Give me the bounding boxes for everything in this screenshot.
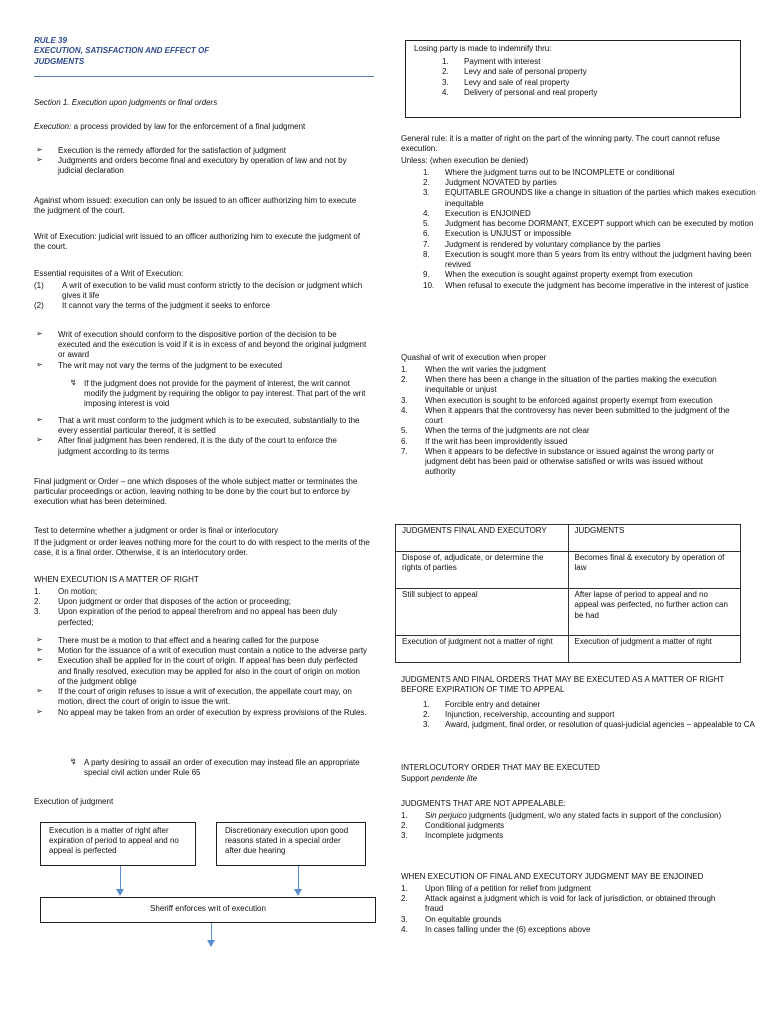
list-item: 1. Payment with interest — [442, 57, 541, 67]
table-cell: Still subject to appeal — [396, 589, 569, 636]
test-body: If the judgment or order leaves nothing more for the court to do with respect to the merits of the case, it is a final order. Otherwise, it is an interlocutory order. — [34, 538, 370, 558]
bullet-list-conform — [34, 416, 368, 457]
table-row — [396, 552, 741, 589]
matter-of-right-list — [34, 587, 368, 628]
unless-heading: Unless: (when execution be denied) — [401, 156, 529, 165]
flow-arrow-line — [298, 866, 299, 890]
table-cell: Execution of judgment a matter of right — [568, 636, 741, 663]
test-title: Test to determine whether a judgment or order is final or interlocutory — [34, 526, 279, 535]
list-item: 4. In cases falling under the (6) exceptions above — [401, 924, 591, 934]
list-item: 1. Where the judgment turns out to be INCOMPLETE or conditional — [423, 168, 675, 177]
final-judgment-definition: Final judgment or Order – one which disposes of the whole subject matter or terminates the particular proceedings or action, leaving nothing to be done by the court but to enforce by execution what has been determined. — [34, 477, 358, 507]
table-cell: After lapse of period to appeal and no appeal was perfected, no further action can be had — [568, 589, 741, 636]
list-item: 7. Judgment is rendered by voluntary compliance by the parties — [423, 239, 661, 249]
writ-definition: Writ of Execution: judicial writ issued to an officer authorizing him to execute the judgment of the court. — [34, 232, 361, 252]
list-item: 3. Award, judgment, final order, or resolution of quasi-judicial agencies – appealable to CA — [423, 720, 755, 730]
quashal-title: Quashal of writ of execution when proper — [401, 353, 547, 362]
list-item: (2) It cannot vary the terms of the judgment it seeks to enforce — [34, 301, 271, 311]
flow-box-discretionary: Discretionary execution upon good reasons stated in a special order after due hearing — [216, 822, 366, 866]
list-item: ↯ If the judgment does not provide for the payment of interest, the writ cannot modify the judgment by requiring the obligor to pay interest. That part of the writ imposing interest is void — [58, 379, 370, 410]
enjoined-title: WHEN EXECUTION OF FINAL AND EXECUTORY JUDGMENT MAY BE ENJOINED — [401, 872, 704, 881]
execution-definition — [34, 122, 374, 132]
list-item: ➢ Motion for the issuance of a writ of execution must contain a notice to the adverse party — [34, 646, 368, 656]
table-row — [396, 636, 741, 663]
list-item: ➢ If the court of origin refuses to issue a writ of execution, the appellate court may, on motion, direct the court of origin to issue the writ. — [34, 687, 368, 707]
list-item: ➢ Execution shall be applied for in the court of origin. If appeal has been duly perfected and finally resolved, execution may be applied for also in the court of origin on motion of the judgment oblige — [34, 656, 368, 687]
flow-arrow-line — [120, 866, 121, 890]
table-cell: Becomes final & executory by operation of law — [568, 552, 741, 589]
matter-of-right-title: WHEN EXECUTION IS A MATTER OF RIGHT — [34, 575, 199, 584]
flow-arrow-head — [207, 940, 215, 947]
list-item: ➢ There must be a motion to that effect and a hearing called for the purpose — [34, 636, 368, 646]
list-item: 1. Forcible entry and detainer — [423, 700, 541, 709]
execution-of-judgment-label: Execution of judgment — [34, 797, 114, 806]
indemnify-list — [414, 57, 732, 98]
execution-term: Execution: — [34, 122, 72, 131]
list-item: 6. If the writ has been improvidently issued — [401, 436, 568, 446]
sub-bullet-rule65 — [58, 758, 370, 778]
section-heading: Section 1. Execution upon judgments or final orders — [34, 98, 218, 107]
list-item: ➢ Execution is the remedy afforded for the satisfaction of judgment — [34, 146, 364, 156]
list-item: 10. When refusal to execute the judgment has become imperative in the interest of justice — [423, 280, 749, 290]
enjoined-list — [401, 884, 735, 935]
list-item: 4. Delivery of personal and real property — [442, 87, 598, 97]
before-expiration-title: JUDGMENTS AND FINAL ORDERS THAT MAY BE EXECUTED AS A MATTER OF RIGHT BEFORE EXPIRATION OF TIME TO APPEAL — [401, 675, 725, 695]
list-item: 2. When there has been a change in the situation of the parties making the execution inequitable or unjust — [401, 375, 717, 395]
indemnify-box — [405, 40, 741, 118]
not-appealable-list — [401, 811, 733, 842]
rule-header — [34, 36, 209, 67]
rule-title-line1: EXECUTION, SATISFACTION AND EFFECT OF — [34, 46, 210, 56]
list-item: 8. Execution is sought more than 5 years from its entry without the judgment having been revived — [423, 249, 752, 270]
list-item: 3. On equitable grounds — [401, 914, 502, 924]
table-row — [396, 589, 741, 636]
flow-box-sheriff: Sheriff enforces writ of execution — [40, 897, 376, 923]
general-rule: General rule: it is a matter of right on the part of the winning party. The court cannot refuse execution. — [401, 134, 720, 154]
list-item: ➢ The writ may not vary the terms of the judgment to be executed — [34, 361, 368, 371]
comparison-table — [395, 524, 741, 663]
rule-number: RULE 39 — [34, 36, 67, 45]
table-cell: Execution of judgment not a matter of right — [396, 636, 569, 663]
unless-list — [395, 168, 768, 291]
list-item: 7. When it appears to be defective in substance or issued against the wrong party or judgment debt has been paid or otherwise satisfied or writs was issued without authority — [401, 446, 715, 477]
against-whom: Against whom issued: execution can only be issued to an officer authorizing him to execute the judgment of the court. — [34, 196, 357, 216]
table-header-row — [396, 525, 741, 552]
bullet-list-writ — [34, 330, 368, 371]
list-item: 2. Injunction, receivership, accounting and support — [423, 710, 615, 720]
not-appealable-title: JUDGMENTS THAT ARE NOT APPEALABLE: — [401, 799, 566, 808]
list-item: 3. Upon expiration of the period to appeal therefrom and no appeal has been duly perfected; — [34, 607, 338, 627]
table-cell: Dispose of, adjudicate, or determine the rights of parties — [396, 552, 569, 589]
list-item: ↯ A party desiring to assail an order of execution may instead file an appropriate special civil action under Rule 65 — [58, 758, 370, 778]
list-item: 4. When it appears that the controversy has never been submitted to the judgment of the court — [401, 405, 730, 426]
flow-arrow-line — [211, 923, 212, 941]
list-item: 3. When execution is sought to be enforced against property exempt from execution — [401, 395, 713, 405]
flow-box-matter-of-right: Execution is a matter of right after expiration of period to appeal and no appeal is perfected — [40, 822, 196, 866]
list-item: 2. Upon judgment or order that disposes of the action or proceeding; — [34, 597, 292, 607]
rule-title-line2: JUDGMENTS — [34, 56, 85, 66]
bullet-list-remedy — [34, 146, 364, 177]
list-item: 5. Judgment has become DORMANT, EXCEPT support which can be executed by motion — [423, 219, 754, 229]
list-item: ➢ After final judgment has been rendered, it is the duty of the court to enforce the judgment according to its terms — [34, 436, 368, 456]
list-item: 2. Attack against a judgment which is void for lack of jurisdiction, or obtained through fraud — [401, 894, 716, 914]
requisites-title: Essential requisites of a Writ of Execution: — [34, 269, 184, 278]
list-item: ➢ Judgments and orders become final and executory by operation of law and not by judicial declaration — [34, 156, 364, 176]
indemnify-title: Losing party is made to indemnify thru: — [414, 44, 552, 53]
list-item: 3. Incomplete judgments — [401, 831, 504, 841]
list-item: ➢ Writ of execution should conform to the dispositive portion of the decision to be executed and the execution is void if it is in excess of and beyond the original judgment or award — [34, 330, 368, 361]
interlocutory-support: Support pendente lite — [401, 774, 478, 783]
list-item: 9. When the execution is sought against property exempt from execution — [423, 270, 693, 280]
list-item: 3. EQUITABLE GROUNDS like a change in situation of the parties which makes execution inequitable — [423, 188, 756, 208]
list-item: 2. Levy and sale of personal property — [442, 67, 587, 77]
interlocutory-title: INTERLOCUTORY ORDER THAT MAY BE EXECUTED — [401, 763, 600, 772]
list-item: ➢ That a writ must conform to the judgment which is to be executed, substantially to the every essential particular thereof, it is settled — [34, 416, 368, 436]
flow-arrow-head — [116, 889, 124, 896]
list-item: 2. Judgment NOVATED by parties — [423, 178, 557, 188]
requisites-list — [34, 281, 364, 312]
list-item: 2. Conditional judgments — [401, 821, 505, 831]
sub-bullet-interest — [58, 379, 370, 410]
list-item: 4. Execution is ENJOINED — [423, 208, 531, 218]
list-item: 1. When the writ varies the judgment — [401, 365, 546, 374]
list-item: 1. Upon filing of a petition for relief from judgment — [401, 884, 591, 893]
before-expiration-list — [395, 700, 768, 731]
list-item: ➢ No appeal may be taken from an order of execution by express provisions of the Rules. — [34, 708, 368, 718]
list-item: 5. When the terms of the judgments are not clear — [401, 426, 590, 436]
table-header-cell: JUDGMENTS FINAL AND EXECUTORY — [396, 525, 569, 552]
quashal-list — [401, 365, 731, 478]
bullet-list-motion — [34, 636, 368, 718]
execution-def: a process provided by law for the enforcement of a final judgment — [71, 122, 306, 131]
list-item: 6. Execution is UNJUST or impossible — [423, 229, 572, 239]
list-item: 1. Sin perjuico judgments (judgment, w/o any stated facts in support of the conclusion) — [401, 811, 722, 820]
table-header-cell: JUDGMENTS — [568, 525, 741, 552]
flow-arrow-head — [294, 889, 302, 896]
list-item: 1. On motion; — [34, 587, 98, 596]
header-divider — [34, 76, 374, 77]
list-item: (1) A writ of execution to be valid must conform strictly to the decision or judgment which gives it life — [34, 281, 363, 301]
list-item: 3. Levy and sale of real property — [442, 77, 570, 87]
